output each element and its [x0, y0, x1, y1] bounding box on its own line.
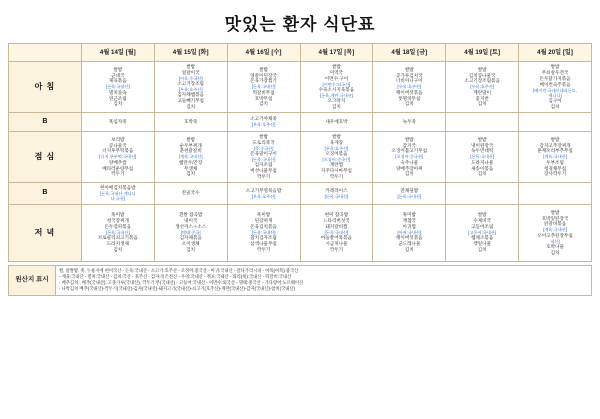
meal-list — [83, 119, 153, 125]
menu-item: 삼색나물무침 — [250, 241, 277, 247]
menu-item: 찹치김자조림 — [250, 235, 277, 241]
menu-origin-note: [우육:호주산] — [251, 193, 276, 199]
menu-item: 김치 — [186, 104, 196, 110]
menu-item: 녹두죽 — [402, 119, 416, 125]
origin-text — [56, 266, 591, 295]
menu-cell-snack2-5 — [446, 183, 519, 205]
menu-cell-lunch-2 — [227, 132, 300, 183]
menu-item: 깍두기 — [256, 247, 271, 253]
menu-item: 냉이국 — [184, 218, 198, 224]
meal-list — [229, 188, 299, 199]
meal-list — [83, 185, 153, 202]
menu-item: 김치 — [259, 101, 268, 107]
table-row-lunch — [9, 132, 592, 183]
menu-item: 김치 — [404, 101, 414, 107]
menu-cell-snack2-6 — [519, 183, 592, 205]
menu-origin-note: [우육:호주산] — [470, 84, 495, 90]
menu-cell-snack1-3 — [300, 113, 373, 132]
menu-item: 무쇠살우전국 — [541, 69, 569, 75]
menu-cell-breakfast-4 — [373, 62, 446, 113]
meal-list — [447, 137, 517, 178]
meal-list — [374, 212, 444, 253]
menu-item: 도토리묵국 — [252, 139, 275, 145]
page-title: 맛있는 환자 식단표 — [224, 15, 376, 34]
menu-item: 콩가루김치국 — [395, 72, 423, 78]
menu-item: 브로콜리쇠고기볶음 — [97, 235, 138, 241]
menu-item: 재첩국 — [402, 218, 416, 224]
menu-origin-note: [돈육:국내산] — [251, 157, 276, 162]
menu-origin-note: [계육:국내산] — [178, 154, 203, 160]
menu-item: 쌀밥 — [550, 64, 560, 69]
meal-list — [520, 210, 590, 256]
menu-item: 쌀밥 — [404, 66, 414, 72]
menu-item: 흑미밥 — [111, 212, 125, 218]
menu-cell-snack1-5 — [446, 113, 519, 132]
menu-item: 소고기장조림 — [177, 81, 204, 87]
meal-list — [520, 137, 590, 178]
origin-line: - 나박김치 배추(국내산)-깍두기(국내산)-김자(국내산)-돼지고기(국내산)-쇠고기(호주산)-계란(국내산)-감자(국내산)-참치(국내산) — [59, 286, 295, 292]
menu-cell-lunch-1 — [154, 132, 227, 183]
menu-item: 깍두기 — [329, 247, 344, 253]
menu-item: 양배추장아찌 — [395, 165, 423, 171]
menu-item: 너비아니구이 — [395, 78, 423, 84]
menu-origin-note: [묵:중국산] — [253, 145, 274, 151]
menu-origin-note: [돈육:국내산] — [324, 193, 349, 199]
menu-item: 오그락지 — [327, 98, 346, 104]
menu-item: 호박나물 — [546, 243, 564, 249]
menu-item: 시금치나물 — [325, 241, 348, 247]
menu-item: 아귀찜 — [402, 224, 416, 230]
origin-line: - 계육:국내산 - 멸치:국내산 - 김치:국산 - 호주산 - 감자:익은전산 - 우엉:국내산 - 쥐포:국내산 - 꽈리(쑥):국내산 - 떡갈비:국내산 — [59, 273, 292, 279]
menu-item: 김치 — [331, 104, 341, 110]
menu-origin-note: [우육:호주산] — [178, 87, 203, 92]
menu-item: 쌀밥 — [259, 134, 268, 139]
meal-list — [83, 137, 153, 178]
menu-item: 깻잎나물 — [473, 241, 492, 247]
menu-item: 근대국 — [111, 72, 125, 78]
menu-cell-breakfast-6 — [519, 62, 592, 113]
menu-item: 김치 — [477, 171, 487, 177]
column-header-thu: 4월 17일 [목] — [300, 44, 373, 62]
menu-item: 카레라이스 — [325, 187, 348, 193]
menu-item: 생선까스＋소스 — [175, 224, 207, 230]
menu-origin-note: [우육:호주산] — [251, 122, 276, 128]
menu-item: 김치 — [113, 101, 123, 107]
menu-cell-snack1-1 — [154, 113, 227, 132]
menu-item: 현미 잡곡밥 — [324, 212, 349, 218]
meal-list — [156, 212, 226, 253]
meal-list — [156, 64, 226, 110]
menu-item: 김치 — [186, 171, 196, 177]
menu-item: 쌀밥 — [331, 64, 341, 69]
menu-item: 순두부찌개 — [179, 142, 202, 148]
meal-list — [229, 134, 299, 180]
menu-item: 새우애호박 — [325, 119, 348, 125]
menu-item: 새송이볶음 — [471, 165, 494, 171]
menu-item: 된장찌개 — [254, 218, 273, 224]
menu-cell-lunch-3 — [300, 132, 373, 183]
menu-item: 마늘쫑어묵볶음 — [320, 235, 352, 241]
menu-item: 쌀밥 — [186, 64, 196, 69]
meal-list — [520, 64, 590, 110]
row-label-snack2: B — [9, 183, 82, 205]
menu-item: 깍두기 — [256, 174, 271, 180]
menu-item: 얼갈이된장국 — [250, 72, 277, 78]
menu-item: 숙주나물 — [400, 159, 419, 165]
menu-item: 쌀밥 — [113, 66, 123, 72]
menu-cell-snack1-0 — [81, 113, 154, 132]
table-row-snack1 — [9, 113, 592, 132]
menu-cell-snack2-2 — [227, 183, 300, 205]
menu-cell-breakfast-5 — [446, 62, 519, 113]
meal-list — [447, 67, 517, 108]
menu-item: 김자조림 — [254, 162, 273, 168]
table-body — [9, 62, 592, 262]
column-header-sat: 4월 19일 [토] — [446, 44, 519, 62]
menu-origin-note: [오징어:중국산] — [322, 157, 351, 162]
row-label-dinner: 저 녁 — [9, 204, 82, 261]
menu-item: 돼지갈비찜 — [325, 224, 348, 230]
menu-item: 흰쌀 잡곡밥 — [178, 212, 203, 218]
meal-list — [156, 190, 226, 196]
menu-item: 쌀밥 — [259, 66, 268, 72]
meal-list — [374, 119, 444, 125]
menu-item: 베이컨숙주볶음 — [539, 81, 571, 87]
menu-item: 쌀밥 — [550, 136, 560, 142]
menu-item: 돈육말이구이 — [250, 151, 277, 157]
menu-item: 소고기야채죽 — [250, 116, 277, 122]
menu-item: 무생채 — [184, 165, 198, 171]
menu-item: 청국장찌개 — [106, 218, 129, 224]
menu-cell-dinner-1 — [154, 204, 227, 261]
menu-item: 연근조림 — [108, 95, 127, 101]
meal-list — [229, 212, 299, 253]
menu-item: 김치 — [550, 249, 560, 255]
menu-item: 김자채볶음 — [179, 235, 202, 241]
menu-item: 수제비국 — [473, 218, 492, 224]
menu-origin-note: [너지,무우떡:국내산] — [99, 154, 137, 160]
menu-item: 보리밥 — [111, 136, 125, 142]
menu-item: 오징어불고기무침 — [391, 148, 428, 154]
menu-origin-note: [돈육:국내산] — [397, 193, 422, 199]
table-row-dinner — [9, 204, 592, 261]
menu-item: 미역국 — [329, 69, 344, 75]
menu-item: 쌀밥 — [477, 212, 487, 218]
menu-item: 톳멸치무침 — [398, 95, 421, 101]
menu-item: 얼갈이국 — [181, 69, 200, 75]
menu-item: 베타러운량무침 — [102, 165, 134, 171]
menu-origin-note: 내산] — [550, 238, 560, 244]
menu-item: 햄채소볶음 — [471, 235, 494, 241]
menu-item: 김치 — [113, 247, 123, 253]
menu-item: 닭갈비볶음 — [543, 221, 567, 227]
menu-item: 쌀밥 — [331, 134, 341, 139]
menu-item: 흑미밥 — [256, 212, 271, 218]
menu-item: 녹두빈대떡 — [471, 148, 494, 154]
menu-item: 돈두닭가지볶음 — [539, 75, 571, 81]
menu-table — [8, 43, 592, 262]
menu-item: 춘천닭갈비 — [179, 148, 202, 154]
menu-item: 잔채덮밥 — [400, 187, 419, 193]
menu-item: 훈제오리부추무침 — [537, 148, 573, 154]
menu-item: 멸치돌속 — [108, 89, 127, 95]
menu-item: 돈육가장찜기 — [250, 78, 277, 84]
menu-item: 김치 — [550, 104, 560, 110]
menu-cell-snack2-3 — [300, 183, 373, 205]
menu-item: 오징어볶음 — [325, 151, 348, 157]
menu-item: 소고기무영묵음밥 — [245, 187, 282, 193]
menu-item: 두부조림 — [546, 159, 564, 165]
meal-list — [156, 137, 226, 178]
menu-cell-dinner-5 — [446, 204, 519, 261]
menu-item: 냉이된장국 — [471, 142, 494, 148]
menu-item: 김치 — [186, 247, 196, 253]
meal-list — [302, 119, 372, 125]
menu-cell-snack2-1 — [154, 183, 227, 205]
meal-list — [374, 188, 444, 199]
menu-item: 호박죽 — [184, 119, 198, 125]
menu-origin-note: [우육:호주산] — [397, 84, 422, 90]
menu-item: 감자국 — [402, 142, 416, 148]
column-header-fri: 4월 18일 [금] — [373, 44, 446, 62]
menu-item: 제육볶음 — [108, 78, 127, 84]
menu-item: 감자고추장찌개 — [539, 142, 571, 148]
menu-origin-note: [고등어:국내산] — [468, 229, 497, 235]
row-label-lunch: 점 심 — [9, 132, 82, 183]
menu-item: 계란찜 — [329, 162, 344, 168]
menu-item: 계란말이 — [473, 89, 492, 95]
column-header-sun: 4월 20일 [일] — [519, 44, 592, 62]
menu-item: 꽃지반 — [475, 95, 489, 101]
table-row-snack2 — [9, 183, 592, 205]
menu-origin-note: [오징어:중국산] — [395, 154, 424, 160]
menu-item: 김자채햄볶음 — [177, 92, 204, 98]
menu-origin-note: [돈육:국내산] — [324, 229, 349, 235]
menu-cell-dinner-0 — [81, 204, 154, 261]
menu-item: 김치 — [477, 101, 487, 107]
menu-item: 양배추쌈 — [108, 159, 127, 165]
menu-origin-note: [돈육:국내산] — [251, 84, 276, 90]
menu-cell-snack2-4 — [373, 183, 446, 205]
menu-item: 쌀밥 — [550, 209, 560, 215]
meal-list — [229, 67, 299, 108]
menu-item: 김치 — [404, 247, 414, 253]
menu-cell-breakfast-1 — [154, 62, 227, 113]
menu-item: 팽이버섯볶음 — [395, 235, 423, 241]
menu-origin-note: 캐나다] — [548, 92, 562, 98]
menu-cell-lunch-0 — [81, 132, 154, 183]
menu-item: 햄만두/간장 — [178, 159, 203, 165]
meal-list — [302, 212, 372, 253]
menu-item: 현아배김치볶음밥 — [100, 185, 136, 190]
table-corner-cell — [9, 44, 82, 62]
menu-cell-dinner-3 — [300, 204, 373, 261]
menu-item: 소고기장조림볶음 — [464, 78, 500, 84]
menu-origin-note: [어육:중국산] — [178, 75, 203, 81]
menu-item: 오이생채 — [181, 241, 200, 247]
menu-item: 김치 — [404, 171, 414, 177]
menu-item: 도라지나물 — [471, 159, 494, 165]
menu-origin-note: [돈육,계란:국내산] — [319, 92, 353, 98]
menu-item: 떡갈비무침 — [252, 89, 275, 95]
menu-origin-note: [돈육:국내산] — [470, 154, 495, 160]
menu-item: 김구이 — [548, 98, 562, 104]
menu-cell-breakfast-2 — [227, 62, 300, 113]
menu-origin-note: 나,국산] — [110, 196, 126, 202]
menu-item: 돈두장파볶음 — [104, 224, 132, 230]
menu-cell-lunch-5 — [446, 132, 519, 183]
column-header-wed: 4월 16일 [수] — [227, 44, 300, 62]
menu-item: 수육소시지육볶음 — [318, 87, 355, 92]
menu-item: 쌀밥 — [186, 136, 196, 142]
meal-list — [83, 212, 153, 253]
menu-item: 흑미밥 — [402, 212, 416, 218]
menu-item: 너지루무떡볶음 — [102, 148, 134, 154]
menu-item: 김치콩나물국 — [468, 72, 496, 78]
menu-item: 이면수 구이 — [324, 75, 349, 81]
menu-item: 잔골국수 — [181, 190, 200, 196]
menu-item: 버섯나물무침 — [250, 168, 277, 174]
origin-label: 원산지 표시 — [9, 266, 56, 295]
menu-item: 고등어조림 — [471, 224, 494, 230]
meal-list — [447, 212, 517, 253]
menu-item: 쌀밥 — [477, 136, 487, 142]
menu-item: 쌀밥 — [477, 66, 487, 72]
menu-cell-lunch-4 — [373, 132, 446, 183]
menu-item: 군드레나물 — [398, 241, 421, 247]
menu-origin-note: [돈육:국내산,계나니 — [99, 190, 136, 196]
menu-item: 콩나물국 — [108, 142, 127, 148]
meal-list — [302, 64, 372, 110]
menu-cell-snack2-0 — [81, 183, 154, 205]
menu-origin-note: [계육:국내산] — [543, 154, 567, 160]
table-header-row — [9, 44, 592, 62]
menu-cell-breakfast-0 — [81, 62, 154, 113]
meal-list — [302, 188, 372, 199]
menu-item: 호박무침 — [254, 95, 273, 101]
menu-origin-note: [돈육:국내산] — [105, 229, 130, 235]
menu-origin-note: [계육:국내산] — [543, 227, 567, 233]
menu-item: 느타리버섯국 — [323, 218, 350, 224]
menu-item: 돈육김치볶음 — [250, 224, 277, 230]
menu-item: 육개장 — [329, 139, 344, 145]
meal-list — [374, 67, 444, 108]
menu-item: 도라지생채 — [106, 241, 129, 247]
menu-cell-snack1-6 — [519, 113, 592, 132]
menu-item: 쌀밥 — [404, 136, 414, 142]
menu-item: 팽이버섯볶음 — [395, 89, 423, 95]
table-row-breakfast — [9, 62, 592, 113]
menu-item: 청경채무침 — [543, 165, 567, 171]
row-label-snack1: B — [9, 113, 82, 132]
menu-item: 깍두기 — [111, 171, 125, 177]
menu-item: 장사깍두기 — [543, 171, 567, 177]
menu-cell-dinner-2 — [227, 204, 300, 261]
column-header-mon: 4월 14일 [월] — [81, 44, 154, 62]
menu-item: 흑임자죽 — [108, 119, 127, 125]
menu-item: 지주다시마무침 — [320, 168, 352, 174]
menu-origin-note: [돈육:국내산] — [105, 84, 130, 90]
meal-list — [302, 134, 372, 180]
meal-list — [229, 116, 299, 127]
origin-line: - 배추김치 : 배추(국내산), 고춧가루(국내산), 깍두기:무(국내산) - 고등어:국내산 - 이면수:외국산 - 명태:중국산 - 가다랑어:노르웨이산 — [59, 280, 304, 286]
origin-line: 쌀, 참쌀밥, 죽, 누룽지에 현미국산 - 돈육:국내산 - 소고기:호주산 - 오징어:중국산 - 아귀:국내산 - 갈다가리시피 - 어묵(어묵):중국산 — [59, 267, 299, 273]
meal-list — [156, 119, 226, 125]
menu-origin-note: [베이컨:국내산대파돈드, — [533, 87, 578, 93]
menu-cell-dinner-6 — [519, 204, 592, 261]
meal-list — [374, 137, 444, 178]
menu-item: 고들빼기무침 — [177, 98, 204, 104]
menu-cell-snack1-4 — [373, 113, 446, 132]
menu-item: 김치 — [477, 247, 487, 253]
menu-item: 호박잎된장국 — [541, 215, 569, 221]
menu-item: 깍두기 — [329, 174, 344, 180]
menu-cell-breakfast-3 — [300, 62, 373, 113]
origin-footer — [8, 265, 592, 296]
menu-origin-note: [이면수:외국산] — [322, 81, 351, 87]
menu-origin-note: [아귀:국내산] — [397, 229, 422, 235]
meal-list — [83, 67, 153, 108]
menu-cell-lunch-6 — [519, 132, 592, 183]
menu-cell-dinner-4 — [373, 204, 446, 261]
menu-origin-note: [돈육:국내산] — [251, 229, 276, 235]
menu-cell-snack1-2 — [227, 113, 300, 132]
row-label-breakfast: 아 침 — [9, 62, 82, 113]
menu-item: 오이고추된장무침 — [537, 232, 573, 238]
menu-origin-note: [우육:호주산] — [324, 145, 349, 151]
menu-origin-note: [명태:중국] — [180, 229, 201, 235]
column-header-tue: 4월 15일 [화] — [154, 44, 227, 62]
